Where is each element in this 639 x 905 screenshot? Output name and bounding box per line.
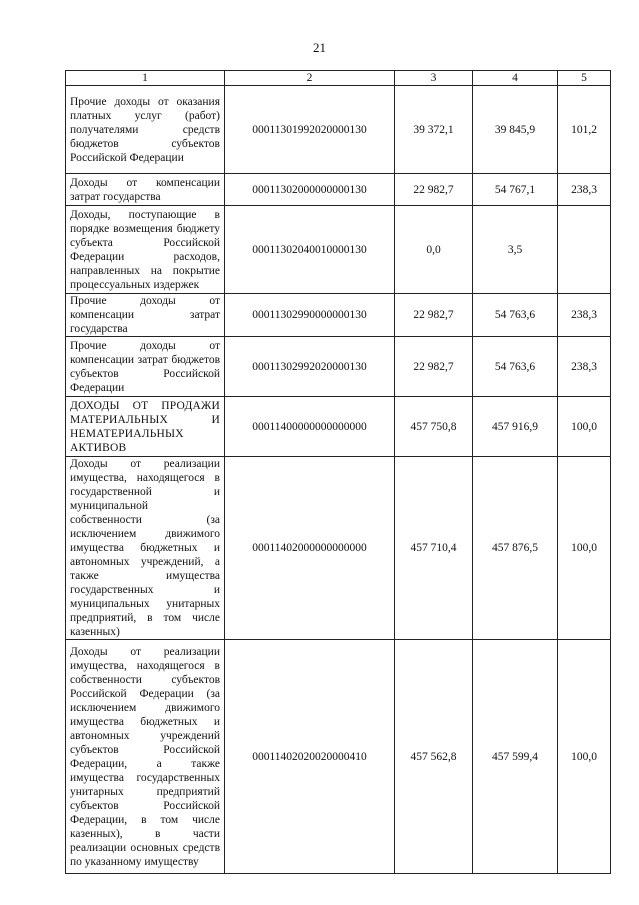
page-number: 21 bbox=[313, 40, 326, 55]
row-percent bbox=[558, 206, 611, 294]
row-actual: 39 845,9 bbox=[473, 86, 558, 174]
row-description: Прочие доходы от компенсации затрат бюджетов субъектов Российской Федерации bbox=[66, 337, 225, 397]
table-row bbox=[66, 457, 611, 640]
row-description: Доходы от реализации имущества, находящегося в собственности субъектов Российской Федерации (за исключением движимого имущества бюджетных и автономных учреждений субъектов Российской Федерации, а также имущества государственных унитарных предприятий субъектов Российской Федерации, в том числе казенных), в части реализации основных средств по указанному имуществу bbox=[66, 640, 225, 874]
row-plan: 0,0 bbox=[395, 206, 473, 294]
row-percent: 238,3 bbox=[558, 294, 611, 337]
row-actual: 54 767,1 bbox=[473, 174, 558, 206]
column-header: 2 bbox=[225, 71, 395, 86]
row-percent: 238,3 bbox=[558, 337, 611, 397]
row-code: 00011302040010000130 bbox=[225, 206, 395, 294]
row-description: Прочие доходы от компенсации затрат государства bbox=[66, 294, 225, 337]
row-plan: 457 562,8 bbox=[395, 640, 473, 874]
row-description: Прочие доходы от оказания платных услуг (работ) получателями средств бюджетов субъектов Российской Федерации bbox=[66, 86, 225, 174]
column-header: 4 bbox=[473, 71, 558, 86]
row-code: 00011301992020000130 bbox=[225, 86, 395, 174]
row-description: Доходы от реализации имущества, находящегося в государственной и муниципальной собственности (за исключением движимого имущества бюджетных и автономных учреждений, а также имущества государственных и муниципальных унитарных предприятий, в том числе казенных) bbox=[66, 457, 225, 640]
row-actual: 457 876,5 bbox=[473, 457, 558, 640]
table-row bbox=[66, 397, 611, 457]
row-code: 00011402000000000000 bbox=[225, 457, 395, 640]
table-row bbox=[66, 640, 611, 874]
table-header-row bbox=[66, 71, 611, 86]
row-plan: 22 982,7 bbox=[395, 174, 473, 206]
row-actual: 457 916,9 bbox=[473, 397, 558, 457]
row-percent: 238,3 bbox=[558, 174, 611, 206]
row-actual: 54 763,6 bbox=[473, 294, 558, 337]
column-header: 3 bbox=[395, 71, 473, 86]
row-description: Доходы от компенсации затрат государства bbox=[66, 174, 225, 206]
revenue-table bbox=[65, 70, 611, 874]
row-plan: 22 982,7 bbox=[395, 337, 473, 397]
row-code: 00011402020020000410 bbox=[225, 640, 395, 874]
row-plan: 39 372,1 bbox=[395, 86, 473, 174]
row-description: Доходы, поступающие в порядке возмещения бюджету субъекта Российской Федерации расходов, направленных на покрытие процессуальных издержек bbox=[66, 206, 225, 294]
row-plan: 457 710,4 bbox=[395, 457, 473, 640]
row-actual: 457 599,4 bbox=[473, 640, 558, 874]
row-description: ДОХОДЫ ОТ ПРОДАЖИ МАТЕРИАЛЬНЫХ И НЕМАТЕРИАЛЬНЫХ АКТИВОВ bbox=[66, 397, 225, 457]
column-header: 5 bbox=[558, 71, 611, 86]
row-code: 00011302000000000130 bbox=[225, 174, 395, 206]
row-percent: 100,0 bbox=[558, 457, 611, 640]
table-row bbox=[66, 206, 611, 294]
row-code: 00011400000000000000 bbox=[225, 397, 395, 457]
row-code: 00011302992020000130 bbox=[225, 337, 395, 397]
row-plan: 22 982,7 bbox=[395, 294, 473, 337]
table-row bbox=[66, 174, 611, 206]
row-percent: 100,0 bbox=[558, 640, 611, 874]
table-row bbox=[66, 86, 611, 174]
row-code: 00011302990000000130 bbox=[225, 294, 395, 337]
row-actual: 54 763,6 bbox=[473, 337, 558, 397]
table-row bbox=[66, 337, 611, 397]
row-percent: 101,2 bbox=[558, 86, 611, 174]
row-plan: 457 750,8 bbox=[395, 397, 473, 457]
row-actual: 3,5 bbox=[473, 206, 558, 294]
row-percent: 100,0 bbox=[558, 397, 611, 457]
column-header: 1 bbox=[66, 71, 225, 86]
table-row bbox=[66, 294, 611, 337]
